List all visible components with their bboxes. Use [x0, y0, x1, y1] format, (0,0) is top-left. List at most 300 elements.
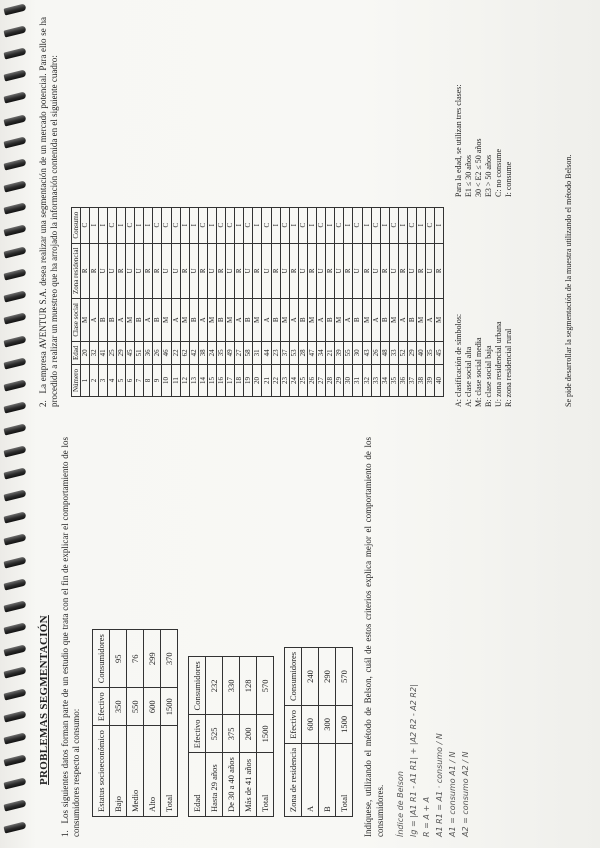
table-cell: C	[107, 207, 116, 243]
table-cell: 44	[262, 341, 271, 364]
table-row	[362, 207, 371, 396]
table-cell: U	[162, 243, 171, 298]
table-cell: Bajo	[110, 726, 127, 817]
table-row	[98, 207, 107, 396]
spiral-coil	[3, 269, 26, 281]
table-row	[171, 207, 180, 396]
table-cell: R	[344, 243, 353, 298]
table-cell: C	[162, 207, 171, 243]
table-cell: I	[98, 207, 107, 243]
spiral-coil	[3, 755, 26, 767]
table-cell: 31	[353, 365, 362, 397]
table-cell: 18	[235, 365, 244, 397]
table-row	[206, 657, 223, 817]
table-cell: M	[207, 299, 216, 342]
table-cell: U	[207, 243, 216, 298]
table-cell: U	[317, 243, 326, 298]
table-cell: 25	[298, 365, 307, 397]
problem-1-tables	[92, 437, 353, 837]
table-cell: R	[326, 243, 335, 298]
table-cell: B	[98, 299, 107, 342]
table-cell: I	[326, 207, 335, 243]
table-cell: 28	[326, 365, 335, 397]
table-cell: R	[362, 243, 371, 298]
table-cell: 41	[98, 341, 107, 364]
table-cell: C	[80, 207, 89, 243]
table-cell: 37	[280, 341, 289, 364]
table-cell: 40	[435, 365, 444, 397]
table-cell: R	[180, 243, 189, 298]
table-cell: 45	[126, 341, 135, 364]
table-cell: 37	[407, 365, 416, 397]
table-cell: 55	[344, 341, 353, 364]
spiral-coil	[3, 401, 26, 413]
table-cell: 35	[389, 365, 398, 397]
table-cell: A	[302, 743, 319, 816]
spiral-binding	[0, 0, 30, 848]
table-cell: 35	[426, 341, 435, 364]
table-cell: 24	[289, 365, 298, 397]
table-cell: 232	[206, 657, 223, 715]
table-cell: 62	[180, 341, 189, 364]
table-cell: C	[198, 207, 207, 243]
table-cell: 29	[335, 365, 344, 397]
table-cell: 15	[207, 365, 216, 397]
table-cell: 51	[135, 341, 144, 364]
legend-item: 30 < E2 ≤ 50 años	[474, 138, 484, 197]
table-row	[162, 207, 171, 396]
table-cell: M	[435, 299, 444, 342]
table-cell: A	[171, 299, 180, 342]
table-cell: 29	[116, 341, 125, 364]
legend-age-classes	[454, 17, 514, 197]
table-row	[319, 647, 336, 816]
table-row	[89, 207, 98, 396]
spiral-coil	[3, 733, 26, 745]
table-row	[302, 647, 319, 816]
table-cell: A	[398, 299, 407, 342]
table-cell: B	[217, 299, 226, 342]
table-cell: 240	[302, 647, 319, 705]
table-row	[317, 207, 326, 396]
sample-table	[71, 207, 445, 397]
table-cell: C	[389, 207, 398, 243]
table-cell: R	[253, 243, 262, 298]
table-cell: 330	[223, 657, 240, 715]
handwritten-formula-2: R = A + A	[421, 796, 431, 837]
table-header-cell: Clase social	[71, 299, 80, 342]
table-cell: 2	[89, 365, 98, 397]
table-cell: 22	[171, 341, 180, 364]
spiral-coil	[3, 48, 26, 60]
table-cell: B	[319, 743, 336, 816]
table-row	[240, 657, 257, 817]
table-cell: 26	[307, 365, 316, 397]
table-cell: 22	[271, 365, 280, 397]
table-cell: U	[244, 243, 253, 298]
table-row	[217, 207, 226, 396]
table-row	[107, 207, 116, 396]
table-row	[207, 207, 216, 396]
table-cell: 26	[153, 341, 162, 364]
table-cell: 6	[126, 365, 135, 397]
table-cell: A	[198, 299, 207, 342]
table-header-cell: Estatus socioeconómico	[93, 726, 110, 817]
table-cell: B	[407, 299, 416, 342]
table-header-cell: Efectivo	[189, 715, 206, 753]
table-cell: A	[289, 299, 298, 342]
table-cell: U	[171, 243, 180, 298]
table-row	[426, 207, 435, 396]
table-cell: Alto	[144, 726, 161, 817]
table-row	[398, 207, 407, 396]
table-cell: I	[144, 207, 153, 243]
spiral-coil	[3, 3, 26, 15]
table-cell: M	[126, 299, 135, 342]
handwritten-side-1: A1 = consumo A1 / N	[447, 751, 457, 837]
table-cell: U	[407, 243, 416, 298]
spiral-coil	[3, 468, 26, 480]
spiral-coil	[3, 799, 26, 811]
table-row	[189, 207, 198, 396]
table-row	[262, 207, 271, 396]
spiral-coil	[3, 423, 26, 435]
table-cell: R	[271, 243, 280, 298]
problem-2	[38, 16, 574, 407]
table-cell: 27	[235, 341, 244, 364]
table-cell: B	[326, 299, 335, 342]
table-cell: 34	[317, 341, 326, 364]
legend-item: A: clase social alta	[464, 346, 474, 407]
table-cell: 9	[153, 365, 162, 397]
table-row	[226, 207, 235, 396]
table-header-cell: Edad	[189, 753, 206, 817]
table-cell: A	[371, 299, 380, 342]
table-cell: 42	[189, 341, 198, 364]
table-header-cell: Efectivo	[93, 688, 110, 726]
table-cell: U	[426, 243, 435, 298]
table-cell: 19	[244, 365, 253, 397]
table-cell: B	[271, 299, 280, 342]
table-cell: U	[107, 243, 116, 298]
table-cell: 17	[226, 365, 235, 397]
table-row	[335, 207, 344, 396]
table-cell: 11	[171, 365, 180, 397]
table-row	[127, 630, 144, 817]
table-cell: 33	[371, 365, 380, 397]
table-cell: U	[389, 243, 398, 298]
table-cell: 39	[335, 341, 344, 364]
handwritten-formula-3: A1 R1 = A1 · consumo / N	[434, 733, 444, 837]
table-row	[326, 207, 335, 396]
table-cell: B	[107, 299, 116, 342]
table-cell: 12	[180, 365, 189, 397]
table-cell: 48	[380, 341, 389, 364]
table-row	[244, 207, 253, 396]
table-cell: 43	[362, 341, 371, 364]
table-cell: U	[98, 243, 107, 298]
handwritten-formula-1: Ig = |A1 R1 - A1 R1| + |A2 R2 - A2 R2|	[408, 684, 418, 837]
table-cell: 25	[107, 341, 116, 364]
table-cell: 36	[144, 341, 153, 364]
table-cell: R	[153, 243, 162, 298]
table-cell: 39	[426, 365, 435, 397]
table-cell: 40	[417, 341, 426, 364]
table-cell: A	[262, 299, 271, 342]
table-cell: M	[362, 299, 371, 342]
table-cell: 36	[398, 365, 407, 397]
table-cell: Total	[161, 726, 178, 817]
table-cell: 20	[80, 341, 89, 364]
table-cell: 1500	[336, 706, 353, 744]
spiral-coil	[3, 335, 26, 347]
table-row	[353, 207, 362, 396]
table-cell: B	[153, 299, 162, 342]
table-cell: 95	[110, 630, 127, 688]
spiral-coil	[3, 490, 26, 502]
table-cell: U	[353, 243, 362, 298]
table-cell: 27	[317, 365, 326, 397]
table-cell: R	[307, 243, 316, 298]
table-cell: 300	[319, 706, 336, 744]
table-cell: B	[353, 299, 362, 342]
spiral-coil	[3, 600, 26, 612]
table-cell: Total	[336, 743, 353, 816]
legend-item: B: clase social baja	[484, 345, 494, 407]
table-row	[253, 207, 262, 396]
table-row	[126, 207, 135, 396]
table-cell: C	[335, 207, 344, 243]
table-cell: 10	[162, 365, 171, 397]
spiral-coil	[3, 379, 26, 391]
table-cell: M	[280, 299, 289, 342]
table-cell: R	[80, 243, 89, 298]
table-cell: C	[280, 207, 289, 243]
legend-item: A: clasificación de símbolos:	[454, 313, 464, 407]
spiral-coil	[3, 92, 26, 104]
table-row	[144, 207, 153, 396]
table-cell: U	[135, 243, 144, 298]
table-cell: C	[153, 207, 162, 243]
table-cell: 28	[298, 341, 307, 364]
table-cell: 16	[217, 365, 226, 397]
table-cell: I	[253, 207, 262, 243]
table-cell: M	[389, 299, 398, 342]
table-cell: 600	[302, 706, 319, 744]
table-cell: 24	[207, 341, 216, 364]
table-cell: De 30 a 40 años	[223, 753, 240, 817]
criterion-table	[284, 647, 353, 817]
spiral-coil	[3, 136, 26, 148]
table-cell: I	[362, 207, 371, 243]
spiral-coil	[3, 313, 26, 325]
table-cell: 46	[162, 341, 171, 364]
problem-2-text: La empresa AVENTUR S.A. desea realizar una segmentación de un mercado potencial. Para ello se ha procedido a realizar un muestreo que ha arrojado la información contenida en el siguiente cuadro:	[38, 16, 60, 407]
table-cell: R	[116, 243, 125, 298]
table-cell: R	[235, 243, 244, 298]
legend-symbols	[454, 207, 514, 407]
table-cell: R	[144, 243, 153, 298]
table-cell: I	[398, 207, 407, 243]
spiral-coil	[3, 512, 26, 524]
table-row	[371, 207, 380, 396]
spiral-coil	[3, 644, 26, 656]
handwritten-margin-note: Índice de Belson	[395, 771, 405, 837]
table-cell: I	[271, 207, 280, 243]
table-cell: 30	[344, 365, 353, 397]
table-header-cell: Número	[71, 365, 80, 397]
legend-item: Para la edad, se utilizan tres clases:	[454, 84, 464, 197]
table-cell: R	[198, 243, 207, 298]
table-cell: 21	[262, 365, 271, 397]
spiral-coil	[3, 666, 26, 678]
table-cell: Hasta 29 años	[206, 753, 223, 817]
table-cell: I	[435, 207, 444, 243]
table-cell: Más de 41 años	[240, 753, 257, 817]
table-cell: I	[344, 207, 353, 243]
spiral-coil	[3, 247, 26, 259]
table-cell: R	[417, 243, 426, 298]
spiral-coil	[3, 445, 26, 457]
table-cell: U	[126, 243, 135, 298]
table-row	[307, 207, 316, 396]
table-cell: A	[426, 299, 435, 342]
table-cell: 570	[257, 657, 274, 715]
table-row	[144, 630, 161, 817]
page-title: PROBLEMAS SEGMENTACIÓN	[38, 615, 50, 785]
table-cell: 20	[253, 365, 262, 397]
legend-item: M: clase social media	[474, 337, 484, 407]
table-row	[161, 630, 178, 817]
handwritten-notes	[396, 437, 471, 837]
table-cell: 375	[223, 715, 240, 753]
spiral-coil	[3, 777, 26, 789]
table-cell: R	[380, 243, 389, 298]
table-cell: A	[235, 299, 244, 342]
table-row	[135, 207, 144, 396]
table-cell: R	[217, 243, 226, 298]
table-cell: 52	[398, 341, 407, 364]
table-cell: 200	[240, 715, 257, 753]
table-cell: A	[144, 299, 153, 342]
table-cell: I	[189, 207, 198, 243]
legend-item: R: zona residencial rural	[504, 328, 514, 407]
spiral-coil	[3, 70, 26, 82]
problem-1-question: Indíquese, utilizando el método de Belson, cuál de estos criterios explica mejor el comportamiento de los consumidores.	[363, 437, 385, 837]
legend-item: U: zona residencial urbana	[494, 321, 504, 407]
table-cell: B	[189, 299, 198, 342]
table-cell: U	[226, 243, 235, 298]
table-header-cell: Zona residencial	[71, 243, 80, 298]
spiral-coil	[3, 821, 26, 833]
table-cell: U	[335, 243, 344, 298]
table-row	[336, 647, 353, 816]
legend-item: C: no consume	[494, 149, 504, 197]
table-cell: 38	[417, 365, 426, 397]
table-cell: C	[353, 207, 362, 243]
problem-1-text: Los siguientes datos forman parte de un estudio que trata con el fin de explicar el comportamiento de los consumidores respecto al consumo:	[59, 436, 81, 837]
table-cell: 299	[144, 630, 161, 688]
table-row	[289, 207, 298, 396]
table-cell: B	[244, 299, 253, 342]
table-cell: 4	[107, 365, 116, 397]
table-cell: C	[226, 207, 235, 243]
table-cell: I	[180, 207, 189, 243]
table-cell: 1500	[161, 688, 178, 726]
problem-2-number: 2.	[38, 400, 48, 407]
table-cell: 8	[144, 365, 153, 397]
table-cell: 370	[161, 630, 178, 688]
table-cell: 23	[271, 341, 280, 364]
rotated-sheet	[30, 7, 590, 847]
table-row	[223, 657, 240, 817]
table-row	[80, 207, 89, 396]
table-cell: 47	[307, 341, 316, 364]
table-cell: A	[89, 299, 98, 342]
spiral-coil	[3, 357, 26, 369]
table-cell: I	[380, 207, 389, 243]
table-cell: 45	[435, 341, 444, 364]
table-cell: U	[262, 243, 271, 298]
table-cell: 34	[380, 365, 389, 397]
table-row	[344, 207, 353, 396]
table-cell: Medio	[127, 726, 144, 817]
table-cell: 1	[80, 365, 89, 397]
table-row	[407, 207, 416, 396]
table-cell: 29	[407, 341, 416, 364]
table-cell: 7	[135, 365, 144, 397]
spiral-coil	[3, 534, 26, 546]
table-row	[198, 207, 207, 396]
table-cell: 290	[319, 647, 336, 705]
problem-2-statement	[38, 17, 61, 407]
table-cell: 32	[362, 365, 371, 397]
table-row	[435, 207, 444, 396]
table-cell: C	[298, 207, 307, 243]
table-cell: 128	[240, 657, 257, 715]
table-cell: U	[298, 243, 307, 298]
table-cell: C	[217, 207, 226, 243]
table-cell: M	[335, 299, 344, 342]
table-cell: A	[317, 299, 326, 342]
table-cell: 58	[244, 341, 253, 364]
table-cell: M	[162, 299, 171, 342]
table-cell: M	[307, 299, 316, 342]
table-cell: 31	[253, 341, 262, 364]
table-cell: B	[380, 299, 389, 342]
table-cell: R	[89, 243, 98, 298]
table-cell: I	[207, 207, 216, 243]
table-header-cell: Consumo	[71, 207, 80, 243]
table-cell: C	[262, 207, 271, 243]
table-cell: C	[317, 207, 326, 243]
table-cell: U	[371, 243, 380, 298]
table-header-cell: Consumidores	[93, 630, 110, 688]
table-cell: I	[89, 207, 98, 243]
table-cell: 570	[336, 647, 353, 705]
table-cell: C	[126, 207, 135, 243]
table-cell: C	[407, 207, 416, 243]
spiral-coil	[3, 224, 26, 236]
problem-1-number: 1.	[59, 830, 70, 837]
table-cell: 21	[326, 341, 335, 364]
spiral-coil	[3, 556, 26, 568]
problem-1	[38, 437, 474, 837]
table-cell: 3	[98, 365, 107, 397]
table-cell: C	[171, 207, 180, 243]
table-header-cell: Zona de residencia	[285, 743, 302, 816]
table-cell: M	[80, 299, 89, 342]
